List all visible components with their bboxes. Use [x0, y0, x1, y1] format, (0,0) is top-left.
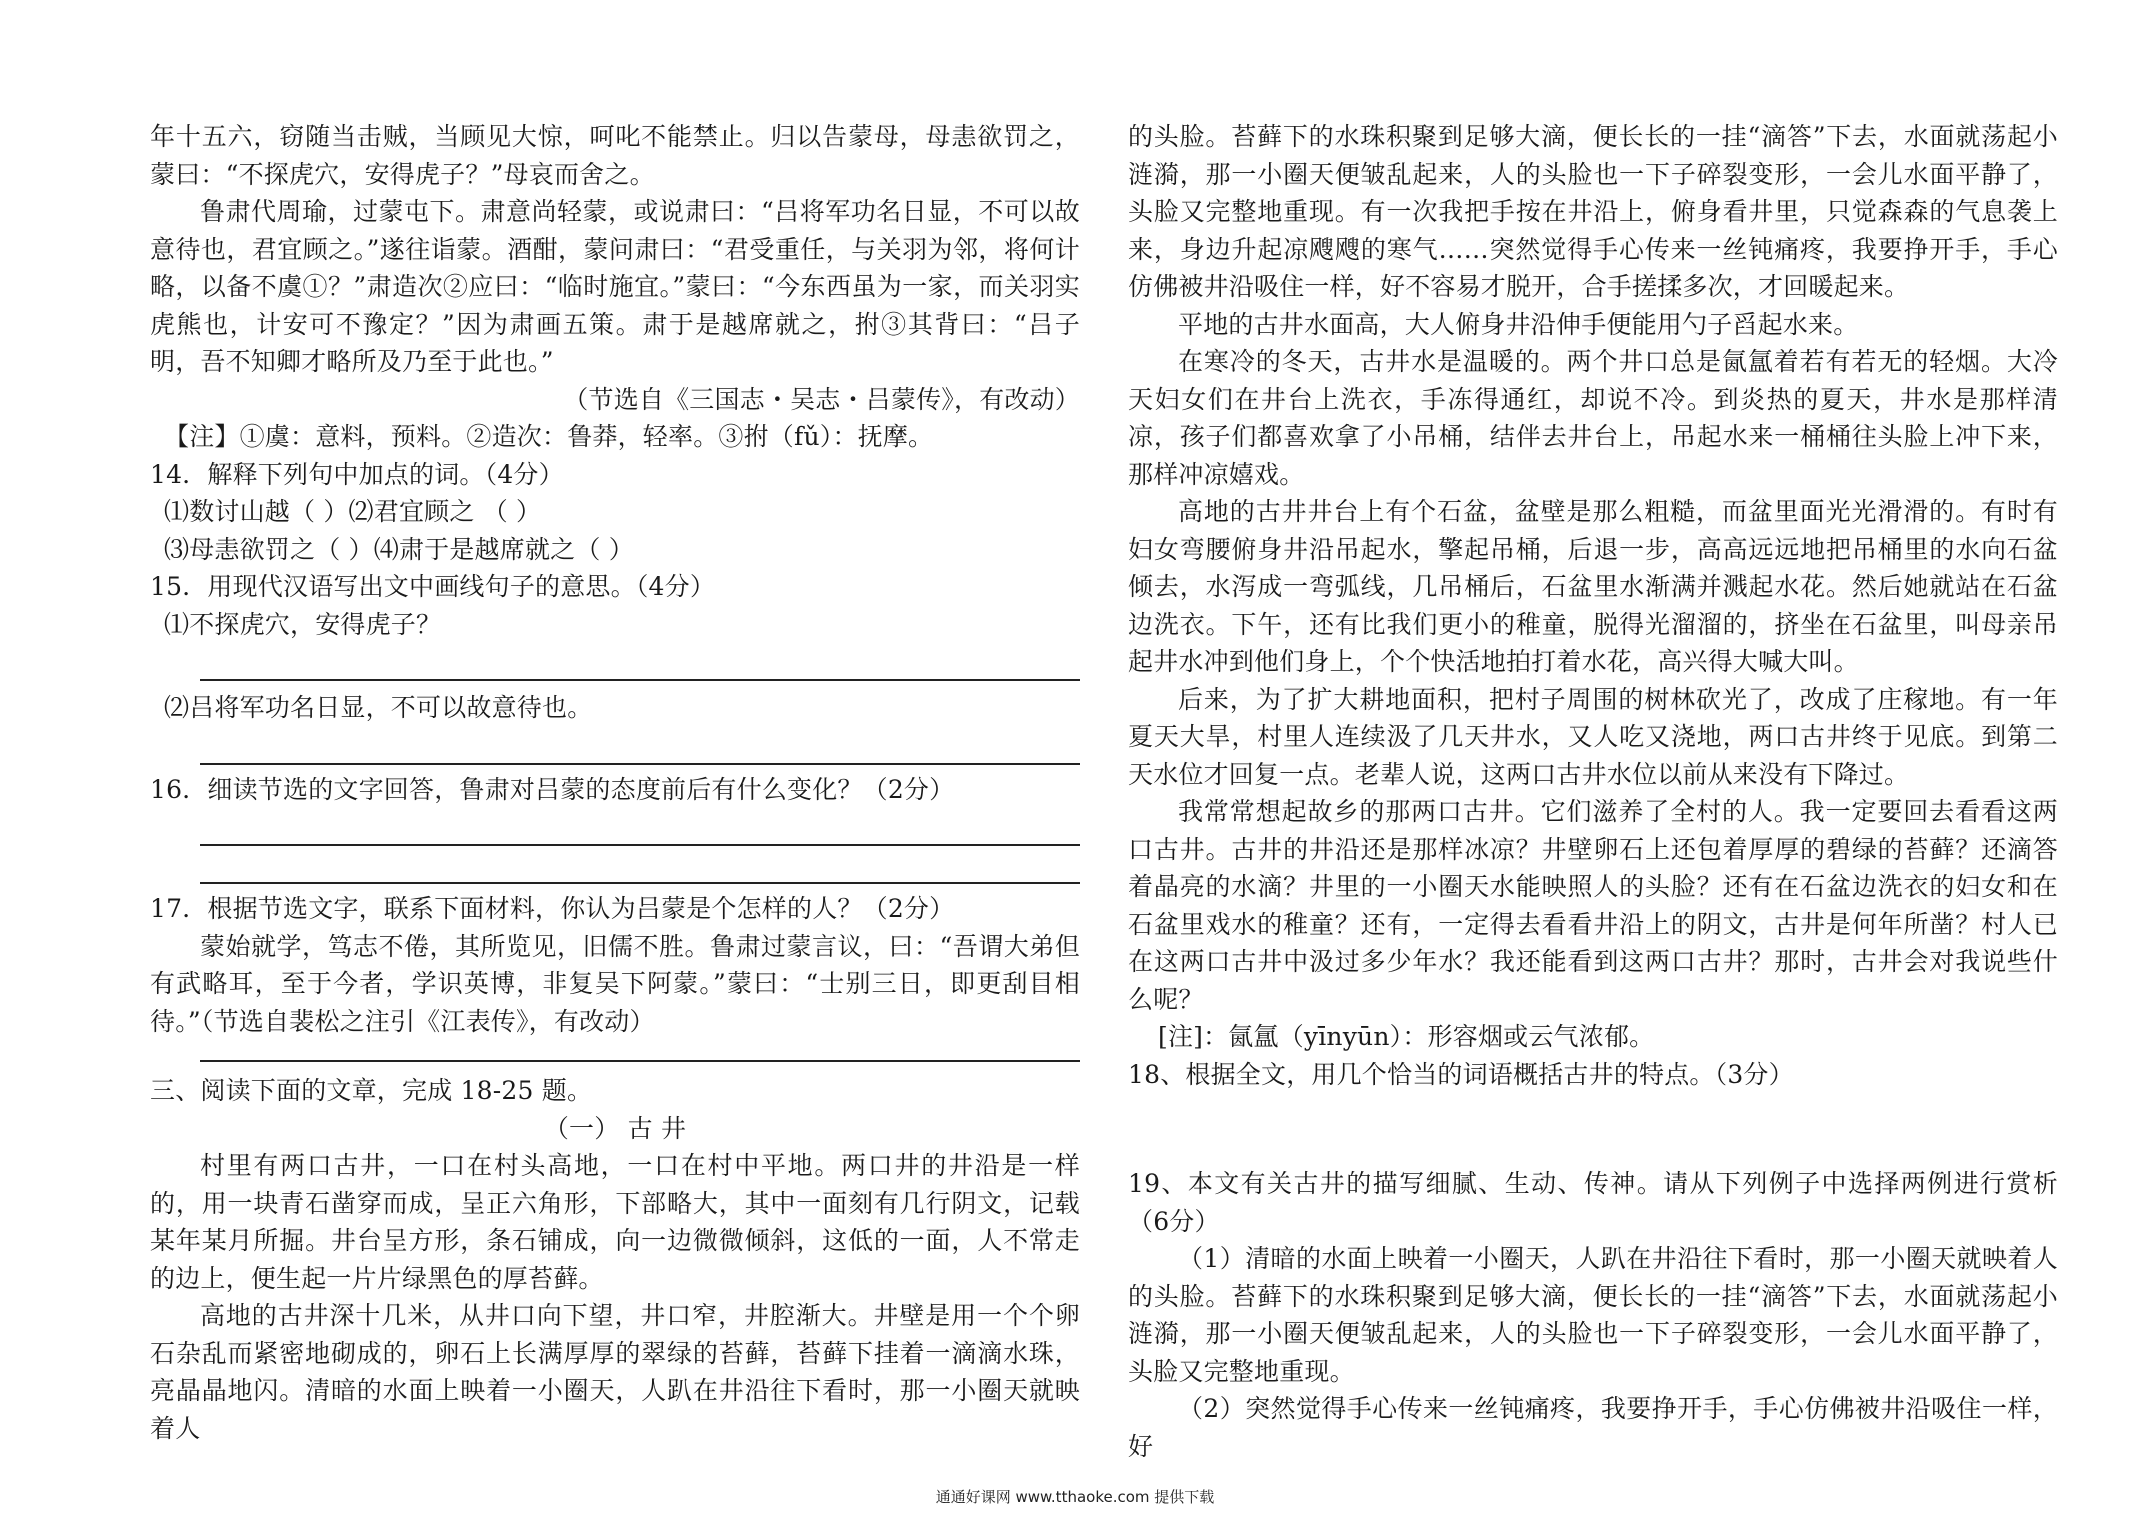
- question-14: 14．解释下列句中加点的词。（4分）: [150, 459, 564, 489]
- passage-paragraph: 的头脸。苔藓下的水珠积聚到足够大滴，便长长的一挂“滴答”下去，水面就荡起小涟漪，那一小圈天便皱乱起来，人的头脸也一下子碎裂变形，一会儿水面平静了，头脸又完整地重现。有一次我把手按在井沿上，俯身看井里，只觉森森的气息袭上来，身边升起凉飕飕的寒气……突然觉得手心传来一丝钝痛疼，我要挣开手，手心仿佛被井沿吸住一样，好不容易才脱开，合手搓揉多次，才回暖起来。: [1128, 122, 2058, 301]
- passage-paragraph: 高地的古井深十几米，从井口向下望，井口窄，井腔渐大。井壁是用一个个卵石杂乱而紧密地砌成的，卵石上长满厚厚的翠绿的苔藓，苔藓下挂着一滴滴水珠，亮晶晶地闪。清暗的水面上映着一小圈天，人趴在井沿往下看时，那一小圈天就映着人: [150, 1301, 1080, 1443]
- passage-paragraph: 高地的古井井台上有个石盆，盆壁是那么粗糙，而盆里面光光滑滑的。有时有妇女弯腰俯身井沿吊起水，擎起吊桶，后退一步，高高远远地把吊桶里的水向石盆倾去，水泻成一弯弧线，几吊桶后，石盆里水渐满并溅起水花。然后她就站在石盆边洗衣。下午，还有比我们更小的稚童，脱得光溜溜的，挤坐在石盆里，叫母亲吊起井水冲到他们身上，个个快活地拍打着水花，高兴得大喊大叫。: [1128, 497, 2058, 676]
- answer-line[interactable]: [200, 846, 1080, 884]
- passage-paragraph: 我常常想起故乡的那两口古井。它们滋养了全村的人。我一定要回去看看这两口古井。古井的井沿还是那样冰凉？井壁卵石上还包着厚厚的碧绿的苔藓？还滴答着晶亮的水滴？井里的一小圈天水能映照人的头脸？还有在石盆边洗衣的妇女和在石盆里戏水的稚童？还有，一定得去看看井沿上的阴文，古井是何年所凿？村人已在这两口古井中汲过多少年水？我还能看到这两口古井？那时，古井会对我说些什么呢？: [1128, 797, 2058, 1014]
- passage-paragraph: 后来，为了扩大耕地面积，把村子周围的树林砍光了，改成了庄稼地。有一年夏天大旱，村里人连续汲了几天井水，又人吃又浇地，两口古井终于见底。到第二天水位才回复一点。老辈人说，这两口古井水位以前从来没有下降过。: [1128, 684, 2058, 789]
- passage-paragraph: 平地的古井水面高，大人俯身井沿伸手便能用勺子舀起水来。: [1178, 309, 1859, 339]
- question-15-item-1: ⑴不探虎穴，安得虎子？: [164, 609, 442, 639]
- passage-paragraph: 年十五六，窃随当击贼，当顾见大惊，呵叱不能禁止。归以告蒙母，母恚欲罚之，蒙曰：“不探虎穴，安得虎子？”母哀而舍之。: [150, 122, 1080, 189]
- question-17-material: 蒙始就学，笃志不倦，其所览见，旧儒不胜。鲁肃过蒙言议，曰：“吾谓大弟但有武略耳，至于今者，学识英博，非复吴下阿蒙。”蒙曰：“士别三日，即更刮目相待。”（节选自裴松之注引《江表传》，有改动）: [150, 931, 1080, 1036]
- question-19-example-1: （1）清暗的水面上映着一小圈天，人趴在井沿往下看时，那一小圈天就映着人的头脸。苔藓下的水珠积聚到足够大滴，便长长的一挂“滴答”下去，水面就荡起小涟漪，那一小圈天便皱乱起来，人的头脸也一下子碎裂变形，一会儿水面平静了，头脸又完整地重现。: [1128, 1244, 2058, 1386]
- question-18: 18、根据全文，用几个恰当的词语概括古井的特点。（3分）: [1128, 1059, 1794, 1089]
- answer-line[interactable]: [200, 808, 1080, 846]
- answer-line[interactable]: [200, 1040, 1080, 1062]
- answer-space[interactable]: [1128, 1093, 2058, 1165]
- question-14-items-b: ⑶母恚欲罚之（ ）⑷肃于是越席就之（ ）: [164, 534, 634, 564]
- passage-paragraph: 村里有两口古井，一口在村头高地，一口在村中平地。两口井的井沿是一样的，用一块青石凿穿而成，呈正六角形，下部略大，其中一面刻有几行阴文，记载某年某月所掘。井台呈方形，条石铺成，向一边微微倾斜，这低的一面，人不常走的边上，便生起一片片绿黑色的厚苔藓。: [150, 1151, 1080, 1293]
- annotation-note: 【注】①虞：意料，预料。②造次：鲁莽，轻率。③拊（fǔ）：抚摩。: [164, 422, 934, 451]
- source-citation: （节选自《三国志・吴志・吕蒙传》，有改动）: [563, 384, 1080, 414]
- question-15-item-2: ⑵吕将军功名日显，不可以故意待也。: [164, 693, 593, 722]
- answer-line[interactable]: [200, 643, 1080, 681]
- passage-paragraph: 在寒冷的冬天，古井水是温暖的。两个井口总是氤氲着若有若无的轻烟。大冷天妇女们在井台上洗衣，手冻得通红，却说不冷。到炎热的夏天，井水是那样清凉，孩子们都喜欢拿了小吊桶，结伴去井台上，吊起水来一桶桶往头脸上冲下来，那样冲凉嬉戏。: [1128, 347, 2058, 489]
- page-footer: 通通好课网 www.tthaoke.com 提供下载: [935, 1488, 1215, 1506]
- right-column: [1128, 118, 2058, 1465]
- left-column: [150, 118, 1080, 1447]
- passage-paragraph: 鲁肃代周瑜，过蒙屯下。肃意尚轻蒙，或说肃曰：“吕将军功名日显，不可以故意待也，君宜顾之。”遂往诣蒙。酒酣，蒙问肃曰：“君受重任，与关羽为邻，将何计略，以备不虞①？”肃造次②应曰：“临时施宜。”蒙曰：“今东西虽为一家，而关羽实虎熊也，计安可不豫定？”因为肃画五策。肃于是越席就之，拊③其背曰：“吕子明，吾不知卿才略所及乃至于此也。”: [150, 197, 1080, 376]
- question-15: 15．用现代汉语写出文中画线句子的意思。（4分）: [150, 572, 716, 601]
- annotation-note: [注]：氤氲（yīnyūn）：形容烟或云气浓郁。: [1158, 1022, 1655, 1051]
- question-17: 17．根据节选文字，联系下面材料，你认为吕蒙是个怎样的人？（2分）: [150, 894, 955, 923]
- question-16: 16．细读节选的文字回答，鲁肃对吕蒙的态度前后有什么变化？（2分）: [150, 774, 955, 804]
- question-19: 19、本文有关古井的描写细腻、生动、传神。请从下列例子中选择两例进行赏析（6分）: [1128, 1169, 2058, 1236]
- question-14-items-a: ⑴数讨山越（ ）⑵君宜顾之 （ ）: [164, 497, 542, 526]
- question-19-example-2: （2）突然觉得手心传来一丝钝痛疼，我要挣开手，手心仿佛被井沿吸住一样，好: [1128, 1394, 2058, 1461]
- article-title: （一） 古 井: [543, 1113, 687, 1143]
- section-3-heading: 三、阅读下面的文章，完成 18-25 题。: [150, 1076, 593, 1105]
- answer-line[interactable]: [200, 727, 1080, 765]
